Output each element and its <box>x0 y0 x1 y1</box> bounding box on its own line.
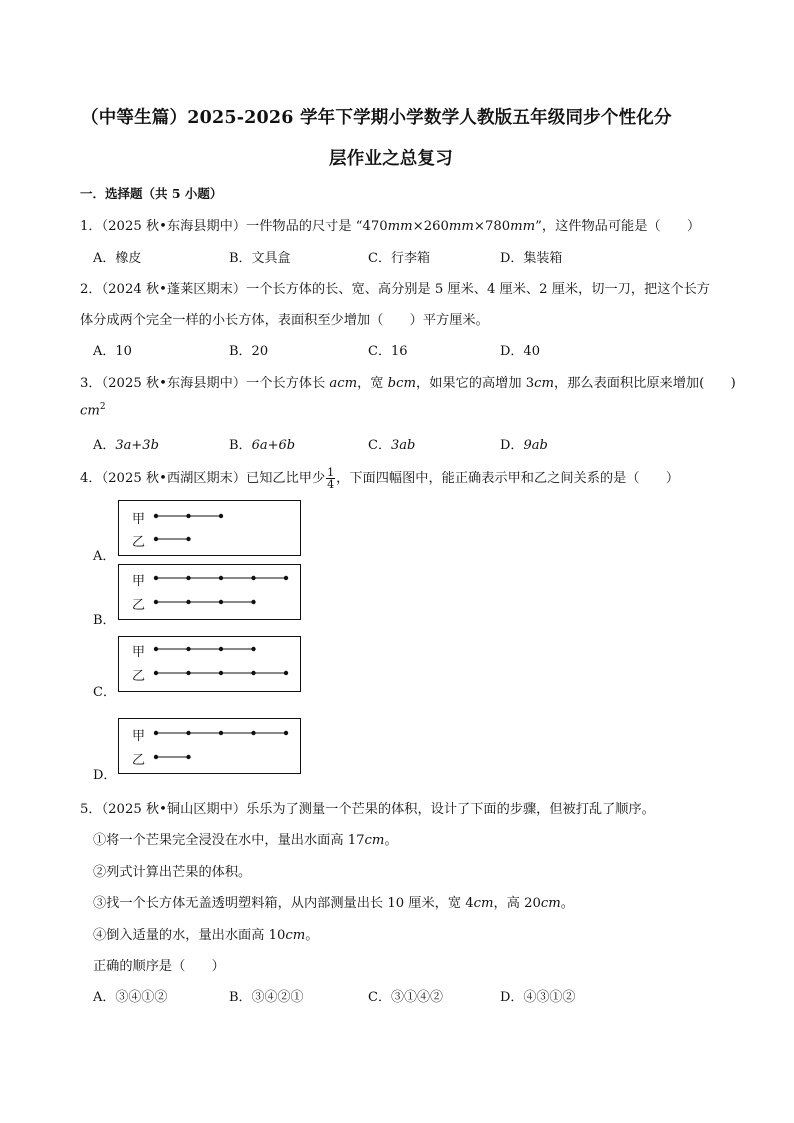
q1-unit1: mm <box>387 219 413 234</box>
section-heading: 一．选择题（共 5 小题） <box>80 186 223 201</box>
yi-segment-dot <box>186 671 190 675</box>
q4-a-jia-label: 甲 <box>132 512 146 527</box>
q1-mid2: ×780 <box>473 219 511 234</box>
jia-segment-dot <box>284 731 288 735</box>
jia-segment-dot <box>251 647 255 651</box>
question-1 <box>80 215 700 234</box>
yi-segment-dot <box>219 600 223 604</box>
question-2-line1: 2．（2024 秋•蓬莱区期末）一个长方体的长、宽、高分别是 5 厘米、4 厘米、2 厘米，切一刀，把这个长方 <box>80 282 710 297</box>
q5-step4-text: ④倒入适量的水，量出水面高 10 <box>93 928 286 943</box>
q3-p2: ，宽 <box>357 376 388 391</box>
q3-option-c[interactable] <box>368 434 415 453</box>
q2-option-d[interactable]: D．40 <box>500 344 540 359</box>
q4-fraction <box>326 467 335 490</box>
q5-ask: 正确的顺序是（ ） <box>93 959 225 974</box>
question-5-line1: 5．（2025 秋•铜山区期中）乐乐为了测量一个芒果的体积，设计了下面的步骤，但被打乱了顺序。 <box>80 802 655 817</box>
yi-segment-dot <box>251 671 255 675</box>
jia-segment-dot <box>284 576 288 580</box>
q3-option-c-math: 3ab <box>390 438 416 453</box>
q3-option-d-letter: D． <box>500 438 524 453</box>
q4-d-jia-label: 甲 <box>132 729 146 744</box>
q3-unit: cm <box>80 403 100 419</box>
jia-segment-dot <box>219 731 223 735</box>
q5-step4-end: 。 <box>305 928 319 943</box>
q4-diagram-c <box>118 636 301 692</box>
question-3-line1 <box>80 372 736 391</box>
q5-option-d[interactable]: D．④③①② <box>500 990 576 1005</box>
q3-option-c-letter: C． <box>368 438 391 453</box>
q3-option-d-math: 9ab <box>523 438 548 453</box>
q1-mid1: ×260 <box>412 219 449 234</box>
yi-segment-dot <box>186 537 190 541</box>
jia-segment-dot <box>186 731 190 735</box>
q3-option-b[interactable] <box>229 434 295 453</box>
q4-b-jia-label: 甲 <box>132 574 146 589</box>
yi-segment-dot <box>154 600 158 604</box>
q5-option-b[interactable]: B．③④②① <box>229 990 304 1005</box>
q5-step3-end: 。 <box>560 896 574 911</box>
q1-option-b[interactable]: B．文具盒 <box>229 251 291 266</box>
yi-segment-dot <box>186 600 190 604</box>
q3-option-a-math: 3a+3b <box>115 438 159 453</box>
q5-step4 <box>93 924 319 943</box>
yi-segment-dot <box>154 671 158 675</box>
q4-b-segments <box>119 565 302 621</box>
q5-step2: ②列式计算出芒果的体积。 <box>93 865 252 880</box>
yi-segment-dot <box>219 671 223 675</box>
q3-option-d[interactable] <box>500 434 548 453</box>
q2-option-b[interactable]: B．20 <box>229 344 269 359</box>
q3-option-a[interactable] <box>93 434 159 453</box>
q4-option-a[interactable]: A． <box>93 549 116 564</box>
q4-option-c[interactable]: C． <box>93 685 116 700</box>
yi-segment-dot <box>186 755 190 759</box>
q3-option-a-letter: A． <box>93 438 116 453</box>
q5-option-c[interactable]: C．③①④② <box>368 990 443 1005</box>
jia-segment-dot <box>219 576 223 580</box>
q5-option-a[interactable]: A．③④①② <box>93 990 168 1005</box>
jia-segment-dot <box>154 576 158 580</box>
jia-segment-dot <box>219 647 223 651</box>
yi-segment-dot <box>284 671 288 675</box>
q3-exp: 2 <box>99 402 106 412</box>
q1-unit3: mm <box>510 219 536 234</box>
q4-option-b[interactable]: B． <box>93 613 116 628</box>
q4-diagram-d <box>118 718 301 774</box>
q4-c-jia-label: 甲 <box>132 645 146 660</box>
q5-step3-unit2: cm <box>540 896 561 911</box>
q4-a-segments <box>119 501 302 557</box>
jia-segment-dot <box>154 514 158 518</box>
jia-segment-dot <box>186 576 190 580</box>
q5-step3 <box>93 892 574 911</box>
q4-diagram-a <box>118 500 301 556</box>
q5-step3-mid: ，高 20 <box>493 896 541 911</box>
q3-option-b-math: 6a+6b <box>251 438 296 453</box>
q1-option-a[interactable]: A．橡皮 <box>93 251 142 266</box>
yi-segment-dot <box>154 537 158 541</box>
q4-p1: 4．（2025 秋•西湖区期末）已知乙比甲少 <box>80 471 326 486</box>
question-4 <box>80 467 679 490</box>
q5-step1-text: ①将一个芒果完全浸没在水中，量出水面高 17 <box>93 833 365 848</box>
doc-title-line1: （中等生篇）2025-2026 学年下学期小学数学人教版五年级同步个性化分 <box>81 108 672 128</box>
q3-v3: cm <box>534 376 555 391</box>
question-3-line2 <box>80 402 106 418</box>
jia-segment-dot <box>186 514 190 518</box>
q5-step3-unit1: cm <box>473 896 494 911</box>
doc-title-line2: 层作业之总复习 <box>329 149 453 169</box>
q5-step3-text: ③找一个长方体无盖透明塑料箱，从内部测量出长 10 厘米，宽 4 <box>93 896 474 911</box>
q4-c-segments <box>119 637 302 693</box>
q3-p1: 3．（2025 秋•东海县期中）一个长方体长 <box>80 376 330 391</box>
q3-p4: ，那么表面积比原来增加( ) <box>554 376 736 391</box>
q4-b-yi-label: 乙 <box>132 598 146 613</box>
q4-option-d[interactable]: D． <box>93 768 117 783</box>
q1-option-c[interactable]: C．行李箱 <box>368 251 430 266</box>
yi-segment-dot <box>154 755 158 759</box>
q3-p3: ，如果它的高增加 3 <box>416 376 535 391</box>
q4-d-segments <box>119 719 302 775</box>
jia-segment-dot <box>154 731 158 735</box>
q4-c-yi-label: 乙 <box>132 669 146 684</box>
q4-d-yi-label: 乙 <box>132 753 146 768</box>
q5-step1-unit: cm <box>364 833 385 848</box>
q3-option-b-letter: B． <box>229 438 252 453</box>
jia-segment-dot <box>251 731 255 735</box>
yi-segment-dot <box>251 600 255 604</box>
q2-option-c[interactable]: C．16 <box>368 344 408 359</box>
q4-a-yi-label: 乙 <box>132 535 146 550</box>
jia-segment-dot <box>186 647 190 651</box>
jia-segment-dot <box>219 514 223 518</box>
q3-v1: acm <box>329 376 358 391</box>
q5-step1-end: 。 <box>384 833 398 848</box>
q1-unit2: mm <box>448 219 474 234</box>
q4-frac-num: 1 <box>327 466 335 479</box>
jia-segment-dot <box>251 576 255 580</box>
q4-frac-den: 4 <box>327 478 335 491</box>
q2-option-a[interactable]: A．10 <box>93 344 132 359</box>
q5-step4-unit: cm <box>285 928 306 943</box>
q5-step1 <box>93 829 398 848</box>
q3-v2: bcm <box>387 376 417 391</box>
q1-suffix: ”，这件物品可能是（ ） <box>535 219 701 234</box>
q4-diagram-b <box>118 564 301 620</box>
q4-p2: ，下面四幅图中，能正确表示甲和乙之间关系的是（ ） <box>336 471 680 486</box>
q1-prefix: 1．（2025 秋•东海县期中）一件物品的尺寸是 “470 <box>80 219 388 234</box>
question-2-line2: 体分成两个完全一样的小长方体，表面积至少增加（ ）平方厘米。 <box>80 313 489 328</box>
jia-segment-dot <box>154 647 158 651</box>
q1-option-d[interactable]: D．集装箱 <box>500 251 563 266</box>
